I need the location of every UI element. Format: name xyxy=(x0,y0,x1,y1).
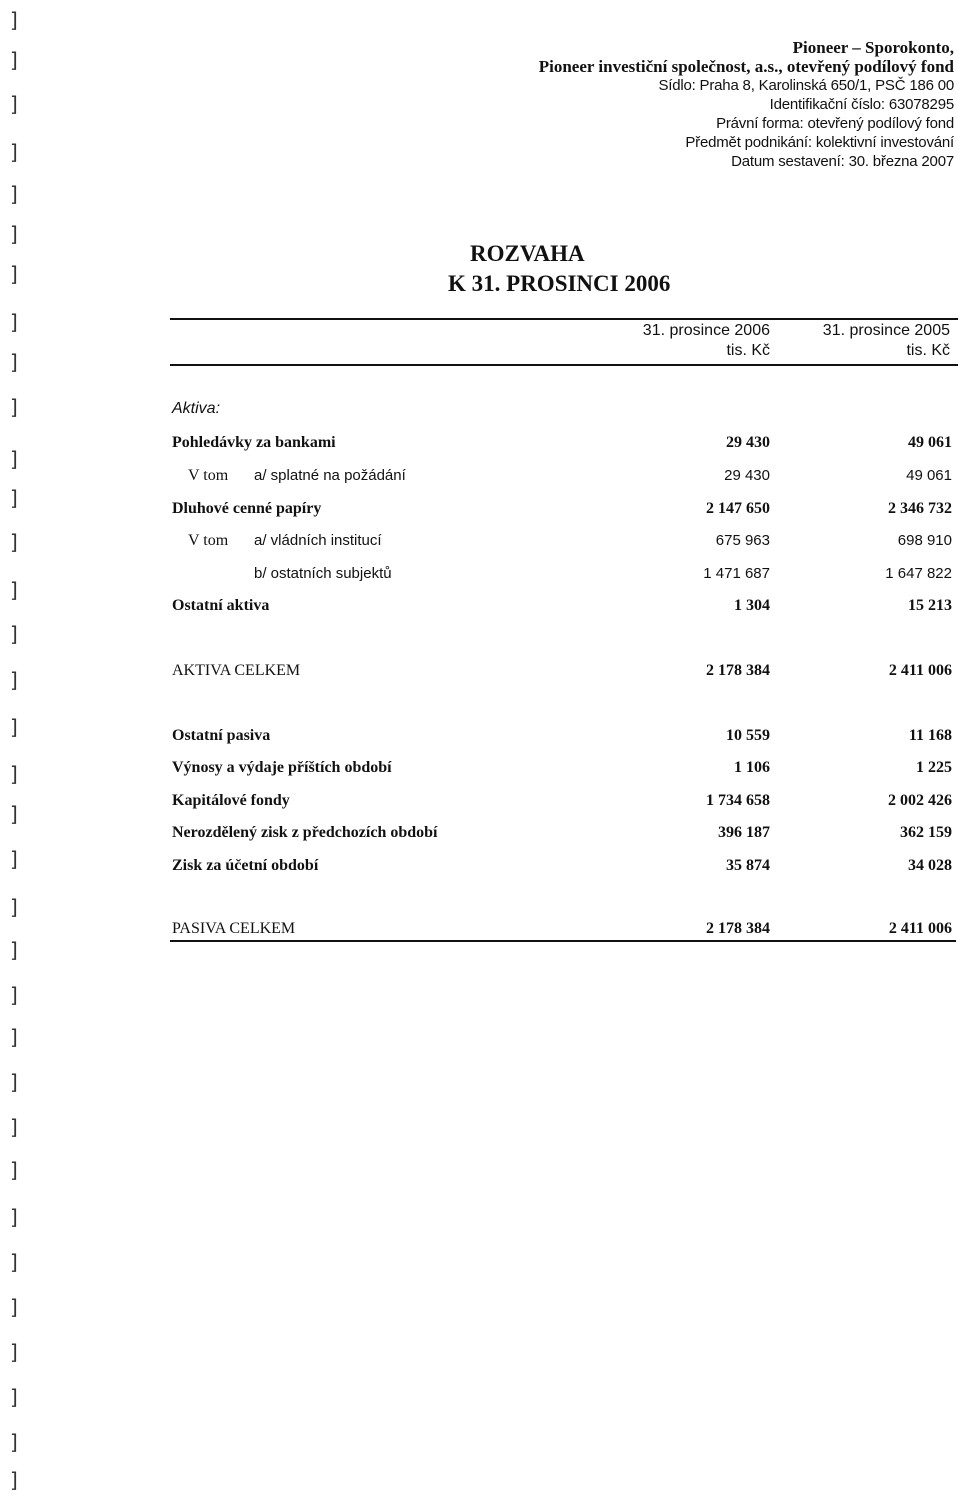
table-row xyxy=(172,855,952,877)
table-row xyxy=(172,757,952,779)
row-label: Ostatní aktiva xyxy=(172,597,270,614)
row-label: Zisk za účetní období xyxy=(172,857,319,874)
total-underline-rule xyxy=(170,940,956,942)
table-row-total-liabilities xyxy=(172,918,952,940)
value-2006: 29 430 xyxy=(724,467,770,484)
value-2005: 1 225 xyxy=(916,759,952,776)
column-date: 31. prosince 2006 xyxy=(642,322,770,339)
value-2005: 11 168 xyxy=(908,727,952,744)
value-2005: 49 061 xyxy=(906,467,952,484)
value-2005: 1 647 822 xyxy=(885,565,952,582)
value-2005: 362 159 xyxy=(900,824,952,841)
legal-form: Právní forma: otevřený podílový fond xyxy=(716,115,954,132)
company-name: Pioneer investiční společnost, a.s., otevřený podílový fond xyxy=(538,57,954,76)
assets-section-label: Aktiva: xyxy=(172,400,221,417)
value-2006: 2 178 384 xyxy=(706,920,770,937)
column-unit: tis. Kč xyxy=(726,342,770,359)
value-2006: 1 734 658 xyxy=(706,792,770,809)
table-row-total-assets xyxy=(172,660,952,682)
fund-header xyxy=(539,38,954,171)
value-2005: 34 028 xyxy=(908,857,952,874)
table-row xyxy=(172,530,952,552)
row-label: Nerozdělený zisk z předchozích období xyxy=(172,824,438,841)
table-row xyxy=(172,725,952,747)
value-2006: 29 430 xyxy=(726,434,770,451)
table-row xyxy=(172,432,952,454)
identification-number: Identifikační číslo: 63078295 xyxy=(769,96,954,113)
table-row xyxy=(172,563,952,585)
value-2005: 2 002 426 xyxy=(888,792,952,809)
column-header-2005 xyxy=(800,321,950,361)
value-2005: 49 061 xyxy=(908,434,952,451)
value-2006: 10 559 xyxy=(726,727,770,744)
value-2006: 1 471 687 xyxy=(703,565,770,582)
table-row xyxy=(172,790,952,812)
column-date: 31. prosince 2005 xyxy=(822,322,950,339)
value-2005: 2 411 006 xyxy=(888,920,952,937)
value-2006: 675 963 xyxy=(715,532,770,549)
value-2005: 2 346 732 xyxy=(888,500,952,517)
value-2005: 15 213 xyxy=(908,597,952,614)
value-2005: 2 411 006 xyxy=(888,662,952,679)
title-rozvaha: ROZVAHA xyxy=(470,241,585,266)
row-label: b/ ostatních subjektů xyxy=(254,565,392,582)
binding-margin-marks: ] ] ] ] ] ] ] ] ] ] ] ] ] ] ] ] ] ] ] ] ] ] ] ] ] ] ] ] ] ] ] ] ] ] xyxy=(10,8,18,1492)
row-label: Pohledávky za bankami xyxy=(172,434,336,451)
row-label: Dluhové cenné papíry xyxy=(172,500,322,517)
row-label: Výnosy a výdaje příštích období xyxy=(172,759,392,776)
row-label: a/ vládních institucí xyxy=(254,532,382,549)
document-title xyxy=(448,239,670,299)
value-2006: 2 178 384 xyxy=(706,662,770,679)
row-label: Ostatní pasiva xyxy=(172,727,271,744)
table-row xyxy=(172,595,952,617)
column-unit: tis. Kč xyxy=(906,342,950,359)
table-row xyxy=(172,465,952,487)
row-label: a/ splatné na požádání xyxy=(254,467,406,484)
value-2006: 1 304 xyxy=(734,597,770,614)
column-header-2006 xyxy=(620,321,770,361)
row-label: Kapitálové fondy xyxy=(172,792,290,809)
row-label: PASIVA CELKEM xyxy=(172,920,296,937)
registered-address: Sídlo: Praha 8, Karolinská 650/1, PSČ 186 00 xyxy=(658,77,954,94)
row-label: AKTIVA CELKEM xyxy=(172,662,301,679)
row-prefix: V tom xyxy=(188,532,229,549)
table-row xyxy=(172,498,952,520)
value-2006: 396 187 xyxy=(718,824,770,841)
value-2005: 698 910 xyxy=(897,532,952,549)
header-bottom-rule xyxy=(170,364,958,366)
value-2006: 35 874 xyxy=(726,857,770,874)
header-top-rule xyxy=(170,318,958,320)
business-subject: Předmět podnikání: kolektivní investování xyxy=(685,134,954,151)
table-row xyxy=(172,822,952,844)
value-2006: 2 147 650 xyxy=(706,500,770,517)
fund-name: Pioneer – Sporokonto, xyxy=(792,38,954,57)
value-2006: 1 106 xyxy=(734,759,770,776)
compilation-date: Datum sestavení: 30. března 2007 xyxy=(731,153,954,170)
row-prefix: V tom xyxy=(188,467,229,484)
title-date: K 31. PROSINCI 2006 xyxy=(448,271,671,296)
